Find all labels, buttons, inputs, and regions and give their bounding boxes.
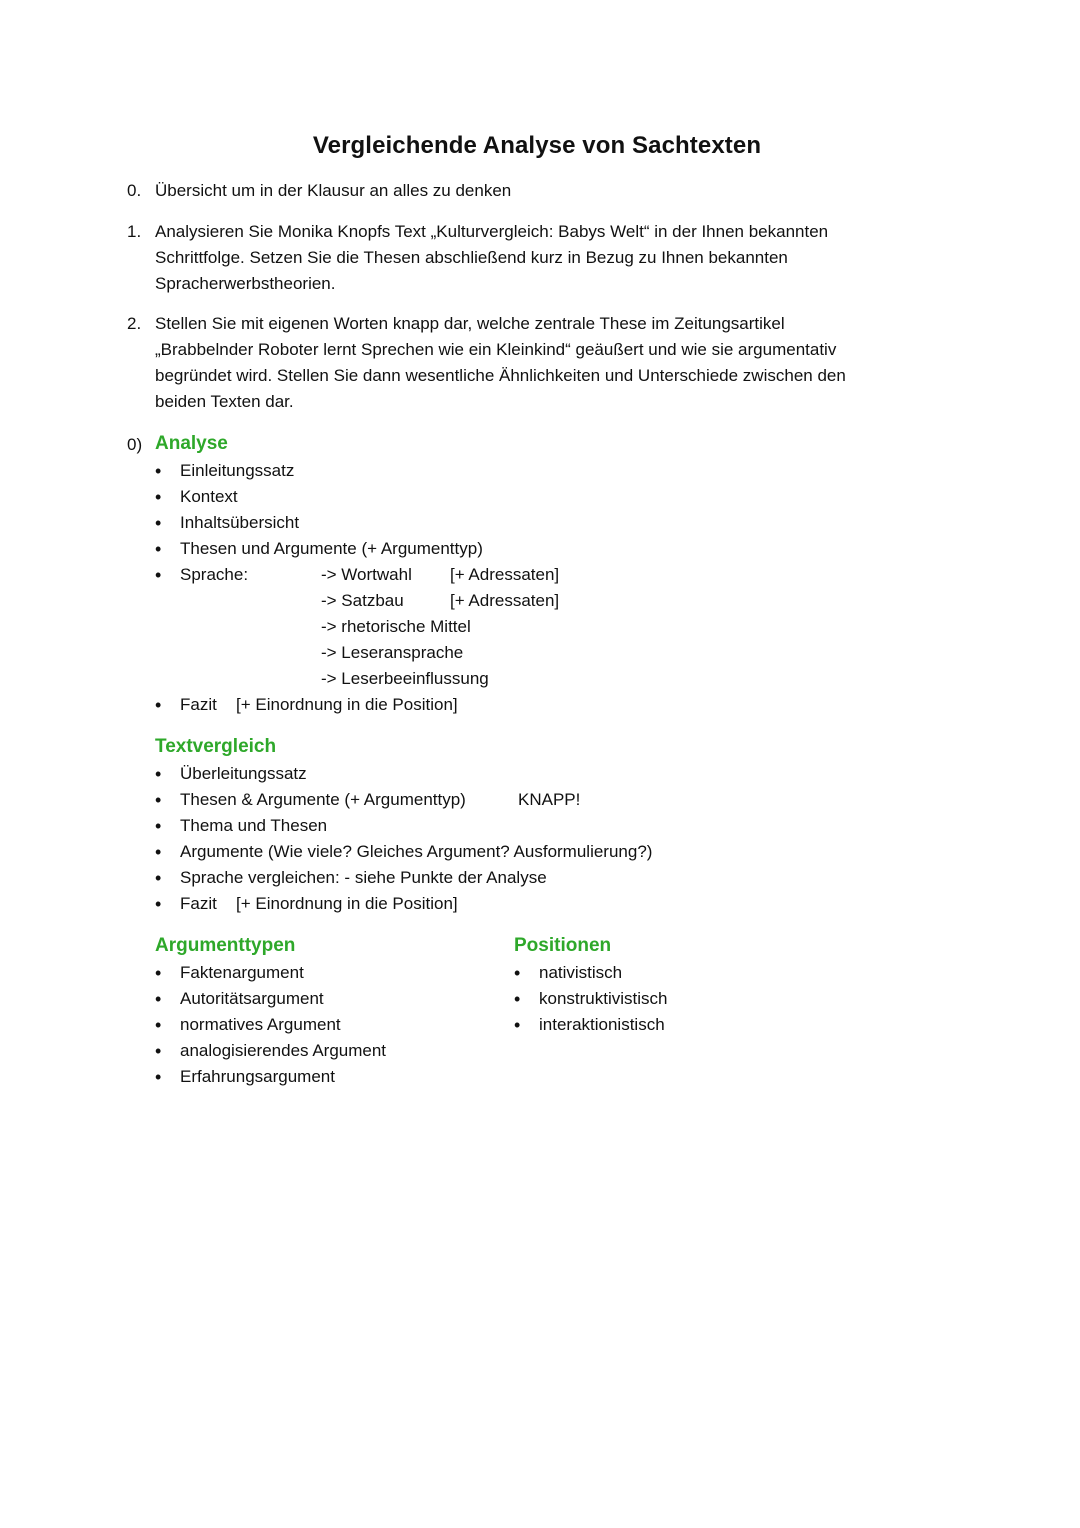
list-item: • Sprache: (155, 562, 483, 588)
list-item: • interaktionistisch (514, 1012, 667, 1038)
task-0 (127, 178, 927, 204)
list-item: • konstruktivistisch (514, 986, 667, 1012)
sprache-sub-item: -> Wortwahl (321, 565, 412, 584)
positionen-heading: Positionen (514, 935, 612, 956)
list-item: • Faktenargument (155, 960, 386, 986)
list-item: • nativistisch (514, 960, 667, 986)
list-item (155, 891, 652, 917)
list-item: • Einleitungssatz (155, 458, 483, 484)
task-number: 2. (127, 314, 142, 333)
fazit-note: [+ Einordnung in die Position] (236, 894, 458, 913)
positionen-list (514, 960, 667, 1038)
sprache-sub-item: -> Leseransprache (321, 643, 464, 662)
task-text: Übersicht um in der Klausur an alles zu denken (155, 181, 512, 200)
task-number: 0. (127, 181, 142, 200)
fazit-label: Fazit (180, 894, 217, 913)
list-item: • Argumente (Wie viele? Gleiches Argument? Ausformulierung?) (155, 839, 652, 865)
fazit-note: [+ Einordnung in die Position] (236, 695, 458, 714)
section-label: 0) (127, 435, 143, 454)
list-item: • analogisierendes Argument (155, 1038, 386, 1064)
sprache-sub-item: -> Satzbau (321, 591, 404, 610)
page-title: Vergleichende Analyse von Sachtexten (312, 132, 762, 159)
list-item: • Thesen und Argumente (+ Argumenttyp) (155, 536, 483, 562)
sprache-sub-item: -> rhetorische Mittel (321, 617, 471, 636)
argumenttypen-list (155, 960, 386, 1090)
analyse-heading: Analyse (155, 433, 228, 454)
list-item: • Thema und Thesen (155, 813, 652, 839)
adressaten-note: [+ Adressaten] (450, 591, 560, 610)
knapp-note: KNAPP! (518, 790, 581, 809)
list-item: • Thesen & Argumente (+ Argumenttyp) (155, 787, 652, 813)
list-item: • Kontext (155, 484, 483, 510)
argumenttypen-heading: Argumenttypen (155, 935, 296, 956)
fazit-label: Fazit (180, 695, 217, 714)
list-item: • Erfahrungsargument (155, 1064, 386, 1090)
task-number: 1. (127, 222, 142, 241)
list-item: • Inhaltsübersicht (155, 510, 483, 536)
list-item: • Sprache vergleichen: - siehe Punkte der Analyse (155, 865, 652, 891)
task-text: Analysieren Sie Monika Knopfs Text „Kulturvergleich: Babys Welt“ in der Ihnen bekannten Schrittfolge. Setzen Sie die Thesen abschließend kurz in Bezug zu Ihnen bekannten Spracherwerbstheorien. (155, 222, 829, 293)
textvergleich-list (155, 761, 652, 917)
adressaten-note: [+ Adressaten] (450, 565, 560, 584)
textvergleich-heading: Textvergleich (155, 736, 277, 757)
task-2 (127, 311, 847, 415)
list-item (155, 692, 458, 718)
list-item: • Autoritätsargument (155, 986, 386, 1012)
analyse-fazit-list (155, 692, 458, 718)
sprache-sub-item: -> Leserbeeinflussung (321, 669, 489, 688)
task-1 (127, 219, 887, 297)
analyse-list (155, 458, 483, 588)
list-item: • normatives Argument (155, 1012, 386, 1038)
list-item: • Überleitungssatz (155, 761, 652, 787)
task-text: Stellen Sie mit eigenen Worten knapp dar, welche zentrale These im Zeitungsartikel „Brabbelnder Roboter lernt Sprechen wie ein Kleinkind“ geäußert und wie sie argumentativ begründet wird. Stellen Sie dann wesentliche Ähnlichkeiten und Unterschiede zwischen den beiden Texten dar. (155, 314, 846, 411)
